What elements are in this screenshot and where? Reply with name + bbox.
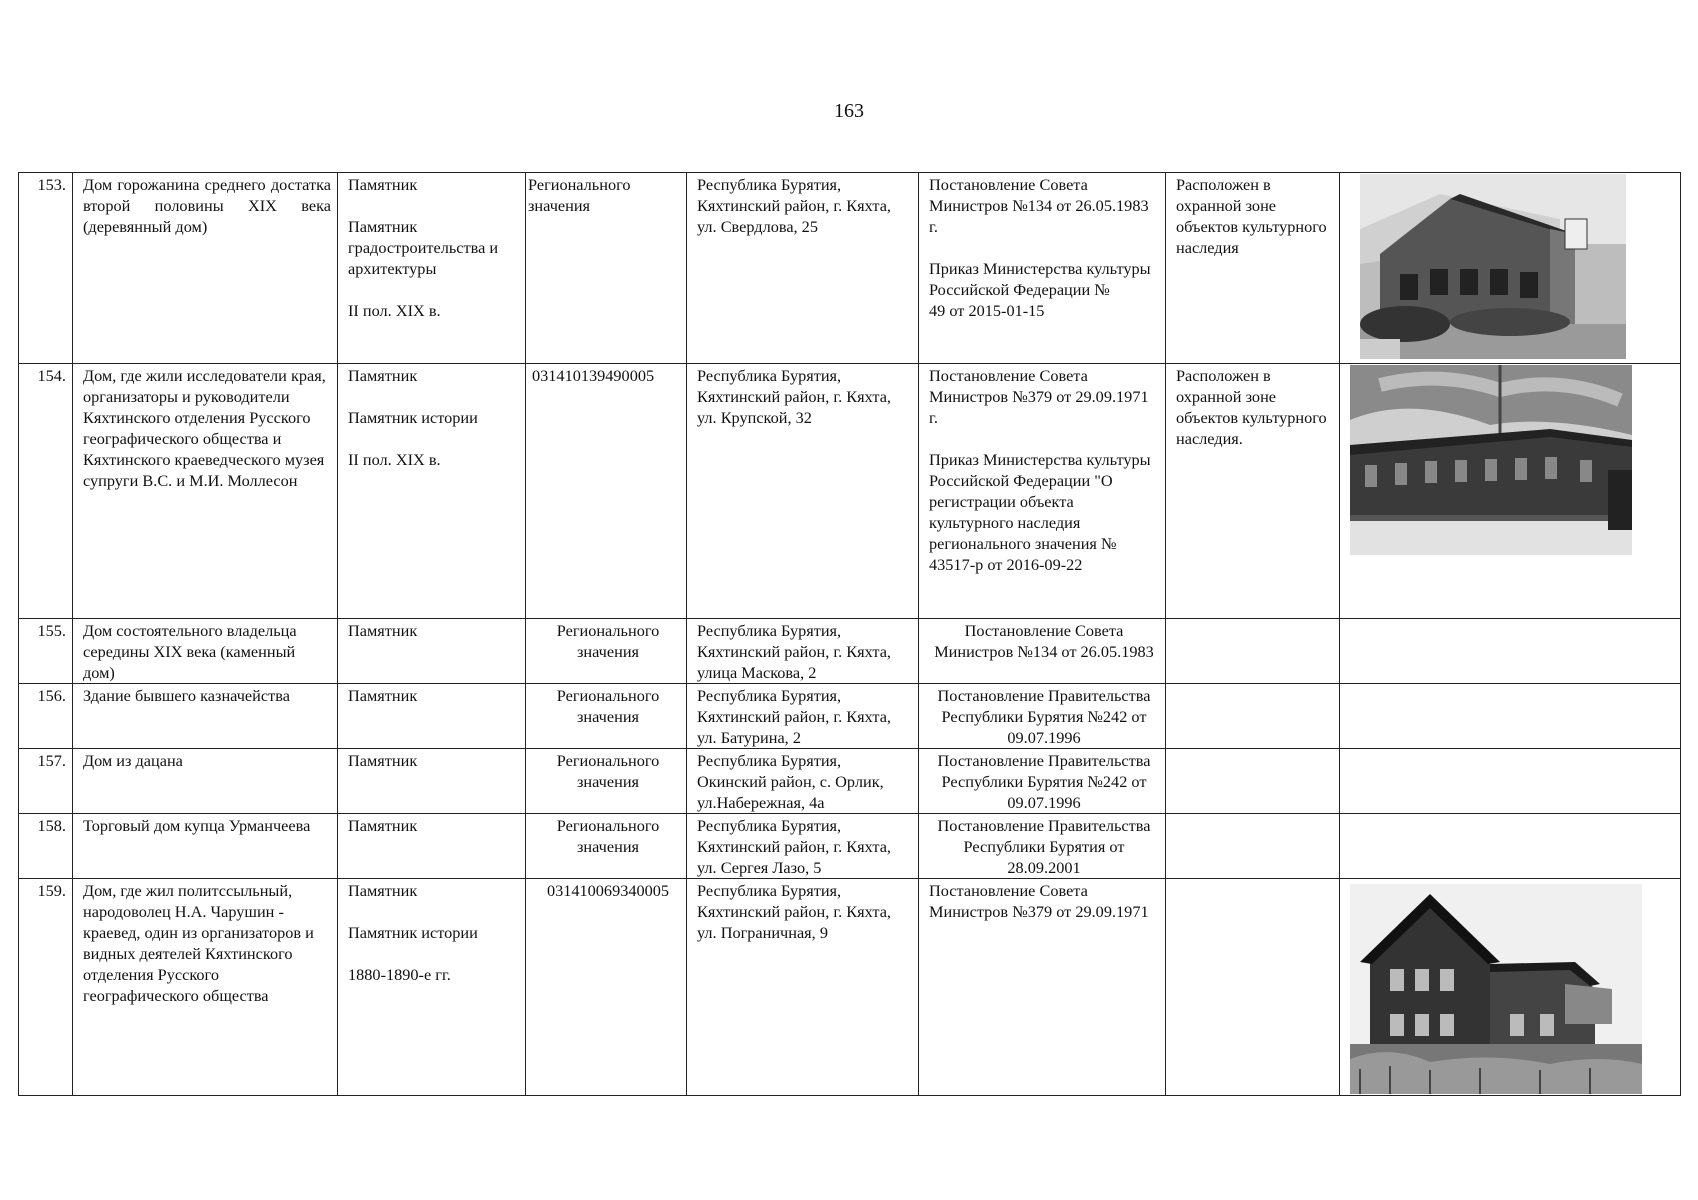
object-photo-cell <box>1340 879 1681 1096</box>
type-line: Памятник <box>348 621 418 640</box>
object-type <box>338 814 526 879</box>
object-document <box>919 684 1166 749</box>
type-line: II пол. XIX в. <box>348 450 441 469</box>
page-number: 163 <box>834 100 864 122</box>
wooden-house-photo <box>1360 174 1626 359</box>
long-house-photo <box>1350 365 1632 555</box>
object-category: 031410069340005 <box>526 879 687 1096</box>
object-type <box>338 619 526 684</box>
object-category: Регионального значения <box>526 619 687 684</box>
object-category: 031410139490005 <box>526 364 687 619</box>
object-note <box>1166 619 1340 684</box>
table-row <box>19 814 1681 879</box>
object-document <box>919 364 1166 619</box>
object-type <box>338 173 526 364</box>
row-number: 157. <box>19 749 73 814</box>
object-document <box>919 173 1166 364</box>
object-note <box>1166 749 1340 814</box>
object-note: Расположен в охранной зоне объектов культурного наследия <box>1166 173 1340 364</box>
object-name: Дом, где жили исследователи края, организаторы и руководители Кяхтинского отделения Русского географического общества и Кяхтинского краеведческого музея супруги В.С. и М.И. Моллесон <box>73 364 338 619</box>
object-note <box>1166 879 1340 1096</box>
row-number: 159. <box>19 879 73 1096</box>
object-category: Регионального значения <box>526 173 687 364</box>
object-note <box>1166 814 1340 879</box>
object-name: Здание бывшего казначейства <box>73 684 338 749</box>
object-category: Регионального значения <box>526 814 687 879</box>
type-line: Памятник <box>348 881 418 900</box>
object-document <box>919 619 1166 684</box>
object-photo-cell <box>1340 619 1681 684</box>
type-line: Памятник истории <box>348 923 478 942</box>
document-line: Постановление Правительства Республики Бурятия №242 от 09.07.1996 <box>937 751 1151 812</box>
row-number: 156. <box>19 684 73 749</box>
table-row <box>19 619 1681 684</box>
object-type <box>338 879 526 1096</box>
object-document <box>919 749 1166 814</box>
object-document <box>919 879 1166 1096</box>
type-line: Памятник истории <box>348 408 478 427</box>
object-name: Дом, где жил политссыльный, народоволец Н.А. Чарушин - краевед, один из организаторов и видных деятелей Кяхтинского отделения Русского географического общества <box>73 879 338 1096</box>
object-name: Дом горожанина среднего достатка второй половины XIX века (деревянный дом) <box>73 173 338 364</box>
object-name: Дом из дацана <box>73 749 338 814</box>
type-line: Памятник <box>348 686 418 705</box>
table-row <box>19 749 1681 814</box>
document-line: Постановление Правительства Республики Бурятия №242 от 09.07.1996 <box>937 686 1151 747</box>
object-address: Республика Бурятия, Кяхтинский район, г. Кяхта, ул. Свердлова, 25 <box>687 173 919 364</box>
type-line: Памятник <box>348 816 418 835</box>
document-line: Постановление Совета Министров №134 от 26.05.1983 г. <box>929 175 1149 236</box>
object-document <box>919 814 1166 879</box>
two-storey-house-photo <box>1350 884 1642 1094</box>
table-row <box>19 364 1681 619</box>
object-category: Регионального значения <box>526 749 687 814</box>
document-line: Постановление Правительства Республики Бурятия от 28.09.2001 <box>937 816 1151 877</box>
document-line: Приказ Министерства культуры Российской Федерации "О регистрации объекта культурного наследия регионального значения № 43517-р от 2016-09-22 <box>929 450 1151 574</box>
object-category: Регионального значения <box>526 684 687 749</box>
object-note: Расположен в охранной зоне объектов культурного наследия. <box>1166 364 1340 619</box>
object-photo-cell <box>1340 173 1681 364</box>
object-name: Дом состоятельного владельца середины XIX века (каменный дом) <box>73 619 338 684</box>
object-note <box>1166 684 1340 749</box>
document-line: Приказ Министерства культуры Российской Федерации № 49 от 2015-01-15 <box>929 259 1151 320</box>
document-line: Постановление Совета Министров №379 от 29.09.1971 <box>929 881 1149 921</box>
type-line: 1880-1890-е гг. <box>348 965 451 984</box>
object-photo-cell <box>1340 684 1681 749</box>
object-type <box>338 364 526 619</box>
object-address: Республика Бурятия, Кяхтинский район, г. Кяхта, ул. Батурина, 2 <box>687 684 919 749</box>
object-type <box>338 749 526 814</box>
object-address: Республика Бурятия, Кяхтинский район, г. Кяхта, ул. Пограничная, 9 <box>687 879 919 1096</box>
type-line: Памятник градостроительства и архитектуры <box>348 217 499 278</box>
table-row <box>19 173 1681 364</box>
object-name: Торговый дом купца Урманчеева <box>73 814 338 879</box>
table-row <box>19 684 1681 749</box>
row-number: 155. <box>19 619 73 684</box>
table-row <box>19 879 1681 1096</box>
object-type <box>338 684 526 749</box>
heritage-registry-table <box>18 172 1681 1096</box>
object-address: Республика Бурятия, Кяхтинский район, г. Кяхта, ул. Крупской, 32 <box>687 364 919 619</box>
type-line: Памятник <box>348 366 418 385</box>
type-line: Памятник <box>348 751 418 770</box>
object-photo-cell <box>1340 364 1681 619</box>
row-number: 154. <box>19 364 73 619</box>
document-line: Постановление Совета Министров №134 от 26.05.1983 <box>934 621 1154 661</box>
row-number: 158. <box>19 814 73 879</box>
object-address: Республика Бурятия, Кяхтинский район, г. Кяхта, улица Маскова, 2 <box>687 619 919 684</box>
object-photo-cell <box>1340 749 1681 814</box>
document-line: Постановление Совета Министров №379 от 29.09.1971 г. <box>929 366 1149 427</box>
object-photo-cell <box>1340 814 1681 879</box>
object-address: Республика Бурятия, Кяхтинский район, г. Кяхта, ул. Сергея Лазо, 5 <box>687 814 919 879</box>
type-line: Памятник <box>348 175 418 194</box>
type-line: II пол. XIX в. <box>348 301 441 320</box>
row-number: 153. <box>19 173 73 364</box>
object-address: Республика Бурятия, Окинский район, с. Орлик, ул.Набережная, 4а <box>687 749 919 814</box>
